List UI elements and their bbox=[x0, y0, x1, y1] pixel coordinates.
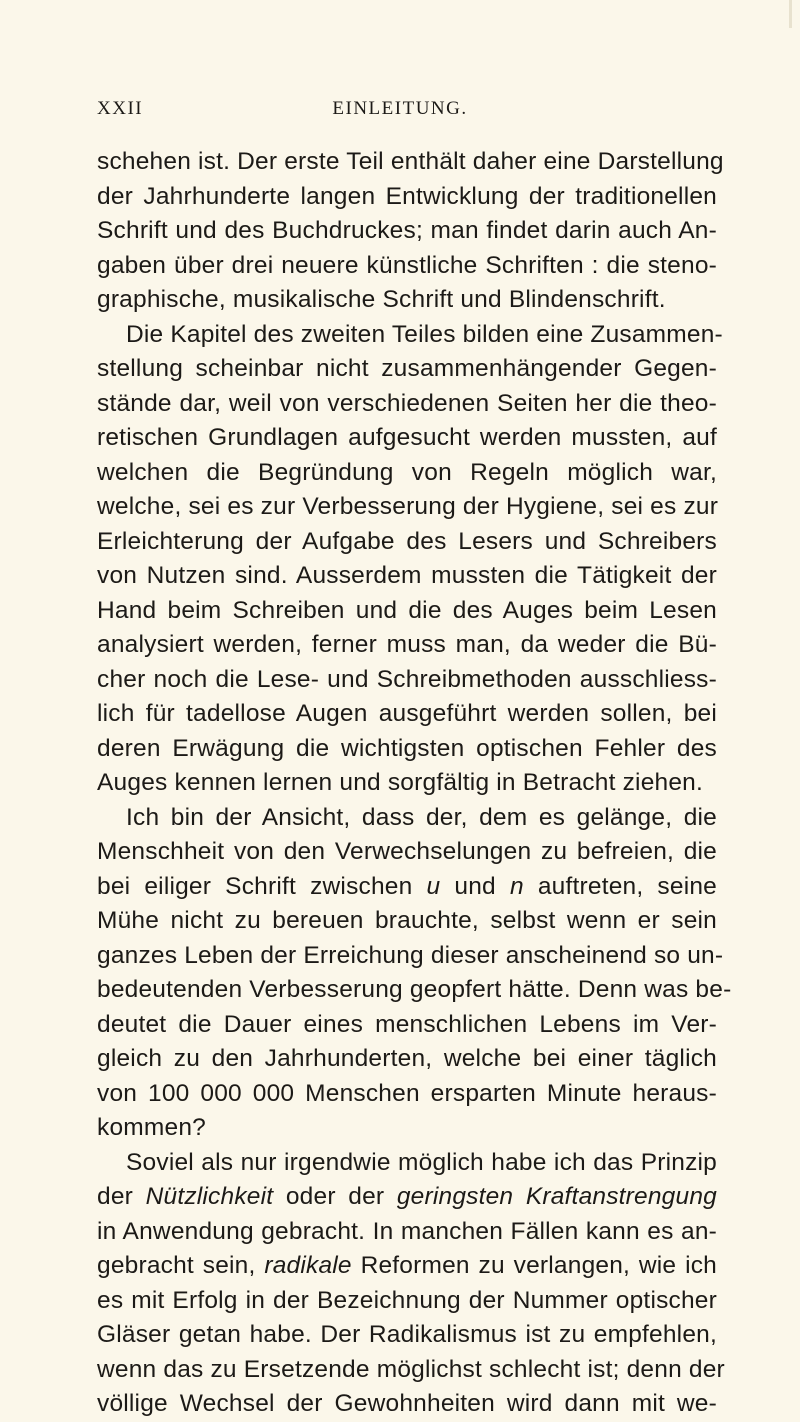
italic-text: u bbox=[426, 872, 441, 900]
text-line: Schrift und des Buchdruckes; man findet darin auch An- bbox=[97, 217, 717, 244]
text-line: deren Erwägung die wichtigsten optischen Fehler des bbox=[97, 734, 717, 762]
text-span: und bbox=[440, 872, 510, 900]
text-line: kommen? bbox=[97, 1114, 206, 1141]
italic-text: n bbox=[509, 872, 524, 900]
text-line: Gläser getan habe. Der Radikalismus ist zu empfehlen, bbox=[97, 1321, 717, 1348]
text-line: Menschheit von den Verwechselungen zu befreien, die bbox=[97, 838, 717, 865]
italic-text: geringsten Kraftanstrengung bbox=[396, 1183, 717, 1210]
text-line: in Anwendung gebracht. In manchen Fällen kann es an- bbox=[97, 1217, 717, 1245]
text-line: schehen ist. Der erste Teil enthält daher eine Darstellung bbox=[97, 148, 724, 175]
body-text bbox=[97, 145, 732, 1422]
text-line: Soviel als nur irgendwie möglich habe ich das Prinzip bbox=[126, 1148, 717, 1176]
text-line: lich für tadellose Augen ausgeführt werden sollen, bei bbox=[97, 700, 717, 727]
text-line: es mit Erfolg in der Bezeichnung der Nummer optischer bbox=[97, 1286, 717, 1314]
text-line: analysiert werden, ferner muss man, da weder die Bü- bbox=[97, 631, 717, 658]
text-line bbox=[97, 1249, 717, 1284]
chapter-title: EINLEITUNG. bbox=[332, 98, 468, 119]
text-span: Reformen zu verlangen, wie ich bbox=[351, 1252, 717, 1279]
text-span: bei eiliger Schrift zwischen bbox=[97, 872, 427, 900]
text-line: Ich bin der Ansicht, dass der, dem es gelänge, die bbox=[126, 803, 717, 831]
text-line: von Nutzen sind. Ausserdem mussten die Tätigkeit der bbox=[97, 562, 717, 589]
text-span: oder der bbox=[273, 1183, 397, 1210]
text-line: ganzes Leben der Erreichung dieser anscheinend so un- bbox=[97, 941, 724, 969]
text-line bbox=[97, 1180, 717, 1215]
text-line: Die Kapitel des zweiten Teiles bilden eine Zusammen- bbox=[126, 320, 723, 348]
text-line: welche, sei es zur Verbesserung der Hygiene, sei es zur bbox=[97, 493, 719, 520]
text-line: gaben über drei neuere künstliche Schriften : die steno- bbox=[97, 251, 717, 279]
text-line: von 100 000 000 Menschen ersparten Minute heraus- bbox=[97, 1079, 717, 1107]
text-span: gebracht sein, bbox=[97, 1252, 265, 1279]
text-span: auftreten, seine bbox=[523, 872, 717, 900]
text-line: bedeutenden Verbesserung geopfert hätte. Denn was be- bbox=[97, 976, 732, 1003]
text-line: der Jahrhunderte langen Entwicklung der traditionellen bbox=[97, 182, 717, 210]
italic-text: Nützlichkeit bbox=[145, 1183, 274, 1210]
text-line: welchen die Begründung von Regeln möglich war, bbox=[97, 458, 717, 486]
text-line: Mühe nicht zu bereuen brauchte, selbst wenn er sein bbox=[97, 907, 717, 934]
text-line: Erleichterung der Aufgabe des Lesers und Schreibers bbox=[97, 527, 717, 555]
text-line: völlige Wechsel der Gewohnheiten wird dann mit we- bbox=[97, 1390, 717, 1417]
running-head bbox=[97, 98, 703, 126]
italic-text: radikale bbox=[264, 1252, 352, 1279]
text-line: deutet die Dauer eines menschlichen Lebens im Ver- bbox=[97, 1010, 717, 1038]
text-line: stände dar, weil von verschiedenen Seiten her die theo- bbox=[97, 389, 717, 417]
text-span: der bbox=[97, 1183, 146, 1210]
page-edge-mark bbox=[789, 0, 792, 28]
text-line: wenn das zu Ersetzende möglichst schlecht ist; denn der bbox=[97, 1355, 725, 1383]
text-line: stellung scheinbar nicht zusammenhängender Gegen- bbox=[97, 355, 717, 382]
text-line: cher noch die Lese- und Schreibmethoden ausschliess- bbox=[97, 665, 717, 693]
text-line: Auges kennen lernen und sorgfältig in Betracht ziehen. bbox=[97, 769, 704, 796]
page-number: XXII bbox=[97, 98, 144, 119]
text-line: gleich zu den Jahrhunderten, welche bei einer täglich bbox=[97, 1045, 717, 1072]
text-line: Hand beim Schreiben und die des Auges beim Lesen bbox=[97, 596, 717, 624]
text-line: graphische, musikalische Schrift und Blindenschrift. bbox=[97, 286, 666, 313]
text-line: retischen Grundlagen aufgesucht werden mussten, auf bbox=[97, 424, 717, 451]
text-line bbox=[97, 870, 717, 905]
